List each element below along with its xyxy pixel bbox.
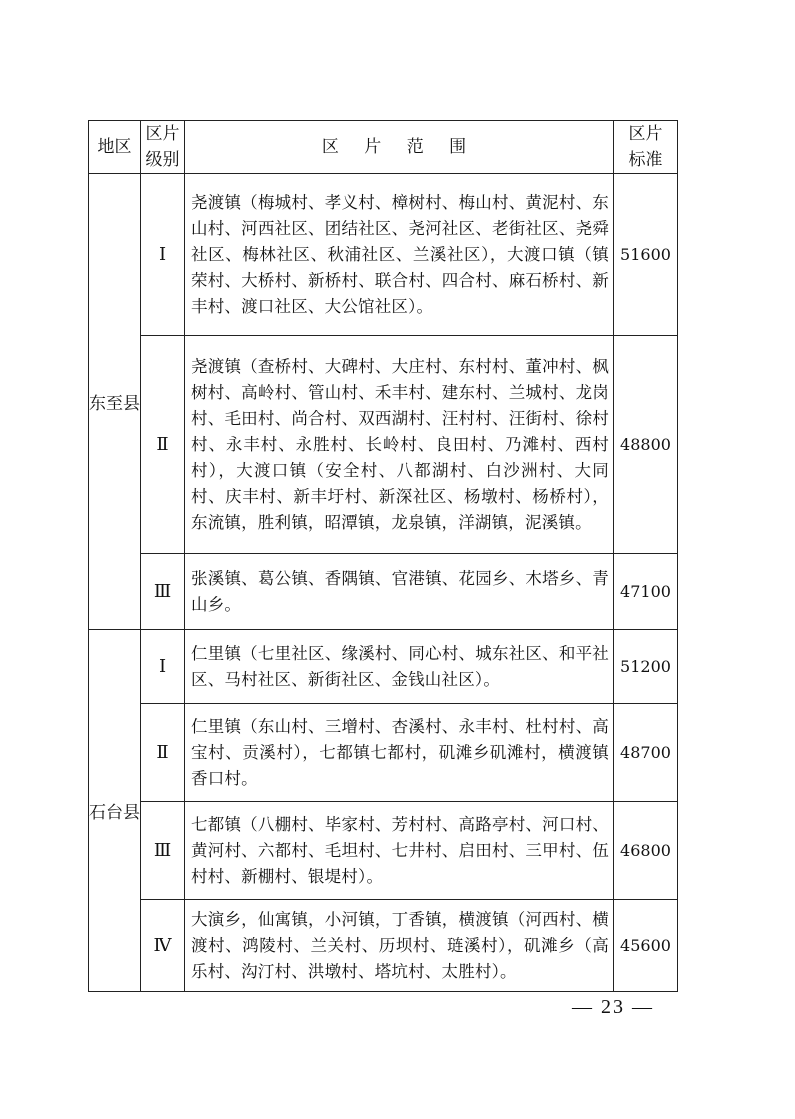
table-header-row bbox=[89, 121, 678, 174]
standard-cell: 46800 bbox=[614, 802, 678, 900]
level-cell: Ⅰ bbox=[141, 174, 185, 336]
header-level bbox=[141, 121, 185, 174]
header-region: 地区 bbox=[89, 121, 141, 174]
scope-cell: 尧渡镇（查桥村、大碑村、大庄村、东村村、董冲村、枫树村、高岭村、管山村、禾丰村、建东村、兰城村、龙岗村、毛田村、尚合村、双西湖村、汪村村、汪街村、徐村村、永丰村、永胜村、长岭村、良田村、乃滩村、西村村），大渡口镇（安全村、八都湖村、白沙洲村、大同村、庆丰村、新丰圩村、新深社区、杨墩村、杨桥村），东流镇，胜利镇，昭潭镇，龙泉镇，洋湖镇，泥溪镇。 bbox=[185, 336, 614, 554]
standard-cell: 45600 bbox=[614, 900, 678, 992]
level-cell: Ⅲ bbox=[141, 554, 185, 630]
scope-cell: 仁里镇（东山村、三增村、杏溪村、永丰村、杜村村、高宝村、贡溪村），七都镇七都村，矶滩乡矶滩村，横渡镇香口村。 bbox=[185, 704, 614, 802]
scope-cell: 张溪镇、葛公镇、香隅镇、官港镇、花园乡、木塔乡、青山乡。 bbox=[185, 554, 614, 630]
scope-cell: 仁里镇（七里社区、缘溪村、同心村、城东社区、和平社区、马村社区、新街社区、金钱山社区）。 bbox=[185, 630, 614, 704]
table-row bbox=[89, 554, 678, 630]
level-cell: Ⅰ bbox=[141, 630, 185, 704]
header-standard-line2: 标准 bbox=[628, 150, 663, 170]
level-cell: Ⅳ bbox=[141, 900, 185, 992]
land-price-table bbox=[88, 120, 678, 992]
standard-cell: 51600 bbox=[614, 174, 678, 336]
header-scope bbox=[185, 121, 614, 174]
scope-cell: 尧渡镇（梅城村、孝义村、樟树村、梅山村、黄泥村、东山村、河西社区、团结社区、尧河社区、老街社区、尧舜社区、梅林社区、秋浦社区、兰溪社区），大渡口镇（镇荣村、大桥村、新桥村、联合村、四合村、麻石桥村、新丰村、渡口社区、大公馆社区）。 bbox=[185, 174, 614, 336]
level-cell: Ⅱ bbox=[141, 704, 185, 802]
table-row bbox=[89, 900, 678, 992]
standard-cell: 47100 bbox=[614, 554, 678, 630]
table-row bbox=[89, 802, 678, 900]
header-scope-label: 区 片 范 围 bbox=[321, 137, 477, 157]
header-level-line2: 级别 bbox=[145, 150, 180, 170]
region-cell-shitai: 石台县 bbox=[89, 630, 141, 992]
level-cell: Ⅲ bbox=[141, 802, 185, 900]
standard-cell: 48800 bbox=[614, 336, 678, 554]
region-cell-dongzhi: 东至县 bbox=[89, 174, 141, 630]
scope-cell: 大演乡，仙寓镇，小河镇，丁香镇，横渡镇（河西村、横渡村、鸿陵村、兰关村、历坝村、琏溪村），矶滩乡（高乐村、沟汀村、洪墩村、塔坑村、太胜村）。 bbox=[185, 900, 614, 992]
page-number: — 23 — bbox=[572, 996, 654, 1018]
standard-cell: 51200 bbox=[614, 630, 678, 704]
scope-cell: 七都镇（八棚村、毕家村、芳村村、高路亭村、河口村、黄河村、六都村、毛坦村、七井村、启田村、三甲村、伍村村、新棚村、银堤村）。 bbox=[185, 802, 614, 900]
table-row bbox=[89, 630, 678, 704]
standard-cell: 48700 bbox=[614, 704, 678, 802]
header-standard bbox=[614, 121, 678, 174]
header-standard-line1: 区片 bbox=[628, 124, 663, 144]
table-row bbox=[89, 174, 678, 336]
level-cell: Ⅱ bbox=[141, 336, 185, 554]
table-row bbox=[89, 704, 678, 802]
header-level-line1: 区片 bbox=[145, 124, 180, 144]
table-row bbox=[89, 336, 678, 554]
